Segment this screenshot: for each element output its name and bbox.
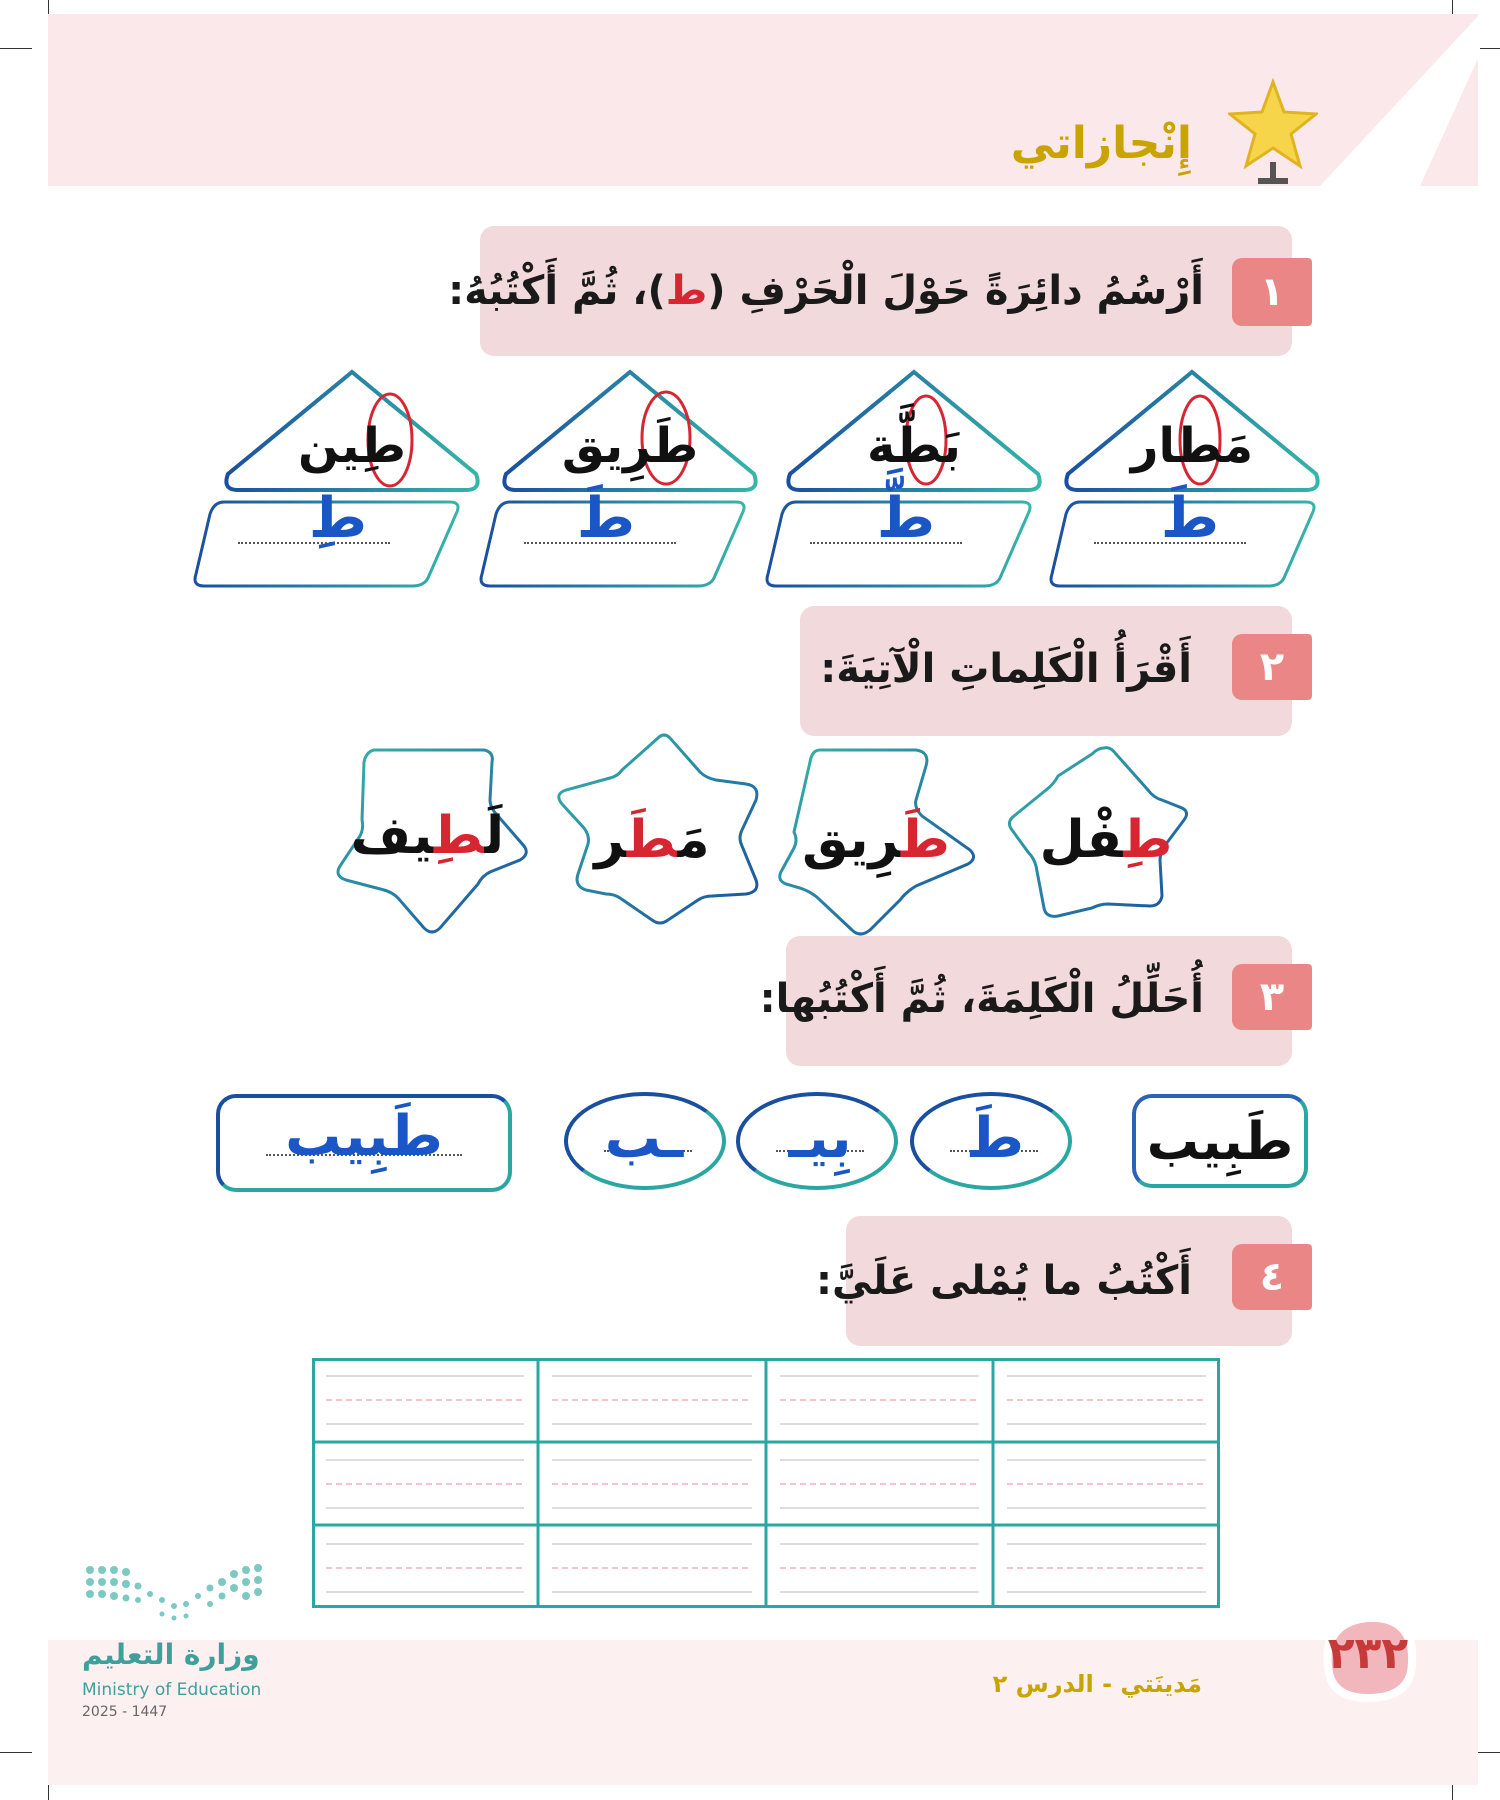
q3-result-word[interactable]: طَبِيب: [285, 1104, 443, 1169]
question-1-text: أَرْسُمُ دائِرَةً حَوْلَ الْحَرْفِ (ط)، ثُمَّ أَكْتُبُهُ:: [448, 268, 1204, 314]
footer-band: [48, 1640, 1478, 1785]
q2-word-2: طَرِيق: [802, 810, 950, 870]
dictation-grid-lines: [312, 1358, 1220, 1608]
page-title: إِنْجازاتي: [1010, 118, 1192, 169]
question-4-text: أَكْتُبُ ما يُمْلى عَلَيَّ:: [816, 1258, 1192, 1304]
q1-word-1: مَطار: [1130, 418, 1254, 474]
q1-answer-4[interactable]: طِ: [308, 486, 368, 551]
q1-answer-2[interactable]: طَّ: [876, 486, 936, 551]
q3-source-word: طَبِيب: [1146, 1112, 1294, 1172]
question-2-number: ٢: [1232, 634, 1312, 700]
q3-syllable-2[interactable]: بِيـ: [788, 1106, 852, 1171]
lesson-title: مَدينَتي - الدرس ٢: [992, 1670, 1202, 1698]
ministry-logo: [82, 1560, 268, 1630]
question-1-number: ١: [1232, 258, 1312, 326]
q1-word-4: طِين: [298, 418, 406, 474]
question-2-text: أَقْرَأُ الْكَلِماتِ الْآتِيَةَ:: [820, 646, 1192, 692]
page-number: ٢٣٢: [1327, 1628, 1409, 1679]
q2-stars: [0, 720, 1500, 950]
target-letter: ط: [665, 268, 708, 314]
q1-shapes: [0, 0, 1500, 600]
q1-word-3: طَرِيق: [561, 418, 699, 474]
question-3-number: ٣: [1232, 964, 1312, 1030]
q2-word-3: مَطَر: [594, 810, 710, 870]
q2-word-1: طِفْل: [1039, 810, 1173, 870]
question-4-number: ٤: [1232, 1244, 1312, 1310]
q1-answer-3[interactable]: طَ: [576, 486, 636, 551]
question-3-text: أُحَلِّلُ الْكَلِمَةَ، ثُمَّ أَكْتُبُها:: [759, 976, 1204, 1022]
q3-syllable-1[interactable]: طَ: [965, 1106, 1025, 1171]
q3-syllable-3[interactable]: ـب: [604, 1106, 684, 1171]
edition-year: 2025 - 1447: [82, 1704, 168, 1720]
ministry-name-ar: وزارة التعليم: [82, 1638, 260, 1671]
q1-word-2: بَطَّة: [867, 418, 961, 474]
q1-answer-1[interactable]: طَ: [1160, 486, 1220, 551]
q2-word-4: لَطِيف: [350, 806, 504, 866]
ministry-name-en: Ministry of Education: [82, 1680, 262, 1700]
